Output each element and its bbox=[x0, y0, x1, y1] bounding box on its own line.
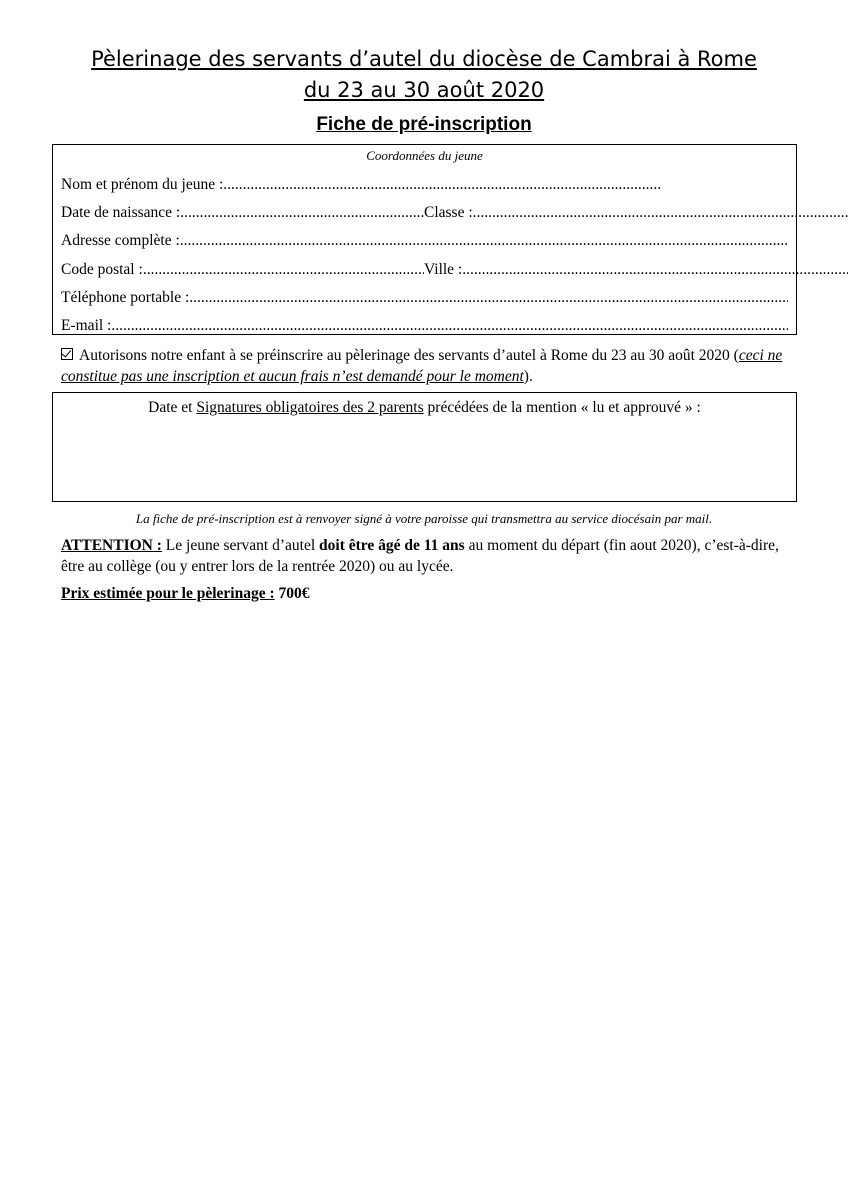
autorisation-text: Autorisons notre enfant à se préinscrire au pèlerinage des servants d’autel à Rome du 23 au 30 août 2020 ( bbox=[79, 347, 739, 364]
field-ville-input-line[interactable] bbox=[462, 260, 848, 280]
field-email-input-line[interactable] bbox=[111, 316, 788, 336]
field-email[interactable] bbox=[61, 314, 788, 336]
field-nom-input-line[interactable] bbox=[223, 175, 662, 195]
autorisation-paragraph bbox=[61, 345, 791, 387]
field-adresse-input-line[interactable] bbox=[180, 231, 788, 251]
attention-age: doit être âgé de 11 ans bbox=[319, 537, 465, 554]
attention-paragraph bbox=[61, 535, 791, 577]
checked-box-icon[interactable] bbox=[61, 348, 73, 360]
prix-label: Prix estimée pour le pèlerinage : bbox=[61, 585, 275, 602]
signature-box[interactable] bbox=[52, 392, 797, 502]
signature-instructions bbox=[53, 398, 796, 418]
attention-text-1: Le jeune servant d’autel bbox=[161, 537, 320, 554]
field-cp-input-line[interactable] bbox=[143, 260, 424, 280]
field-telephone-label: Téléphone portable : bbox=[61, 289, 190, 306]
signature-required: Signatures obligatoires des 2 parents bbox=[196, 399, 424, 416]
coordonnees-caption: Coordonnées du jeune bbox=[366, 148, 483, 163]
field-nom-label: Nom et prénom du jeune : bbox=[61, 176, 224, 193]
field-naissance-input-line[interactable] bbox=[180, 203, 424, 223]
signature-after: précédées de la mention « lu et approuvé » : bbox=[423, 399, 701, 416]
attention-label: ATTENTION : bbox=[61, 537, 162, 554]
field-code-postal[interactable] bbox=[61, 260, 424, 280]
title-line-1: Pèlerinage des servants d’autel du diocèse de Cambrai à Rome bbox=[91, 47, 757, 71]
page-title-dates bbox=[0, 75, 848, 105]
coordonnees-box bbox=[52, 144, 797, 335]
field-email-label: E-mail : bbox=[61, 317, 112, 334]
field-classe[interactable] bbox=[424, 203, 848, 223]
field-adresse-label: Adresse complète : bbox=[61, 232, 180, 249]
title-line-2: du 23 au 30 août 2020 bbox=[303, 78, 545, 102]
attention-text-2: au moment du départ (fin aout 2020), c’est-à-dire, être au collège (ou y entrer lors de la rentrée 2020) ou au lycée. bbox=[61, 537, 779, 575]
autorisation-end: ). bbox=[523, 368, 533, 385]
field-classe-label: Classe : bbox=[424, 204, 473, 221]
field-nom-prenom[interactable] bbox=[61, 173, 662, 195]
field-telephone[interactable] bbox=[61, 286, 788, 308]
page-title bbox=[0, 44, 848, 74]
field-ville-label: Ville : bbox=[424, 261, 463, 278]
signature-before: Date et bbox=[148, 399, 197, 416]
renvoi-note: La fiche de pré-inscription est à renvoyer signé à votre paroisse qui transmettra au service diocésain par mail. bbox=[135, 511, 713, 526]
field-naissance-classe bbox=[61, 201, 788, 223]
field-ville[interactable] bbox=[424, 260, 848, 280]
field-telephone-input-line[interactable] bbox=[189, 288, 788, 308]
field-naissance-label: Date de naissance : bbox=[61, 204, 181, 221]
prix-value: 700€ bbox=[278, 585, 310, 602]
prix-line bbox=[61, 583, 310, 604]
field-adresse[interactable] bbox=[61, 229, 788, 251]
field-cp-ville bbox=[61, 258, 788, 280]
autorisation-note: ceci ne constitue pas une inscription et aucun frais n’est demandé pour le moment bbox=[61, 347, 783, 385]
form-subtitle: Fiche de pré-inscription bbox=[316, 114, 532, 135]
field-cp-label: Code postal : bbox=[61, 261, 143, 278]
field-date-naissance[interactable] bbox=[61, 203, 424, 223]
field-classe-input-line[interactable] bbox=[473, 203, 848, 223]
